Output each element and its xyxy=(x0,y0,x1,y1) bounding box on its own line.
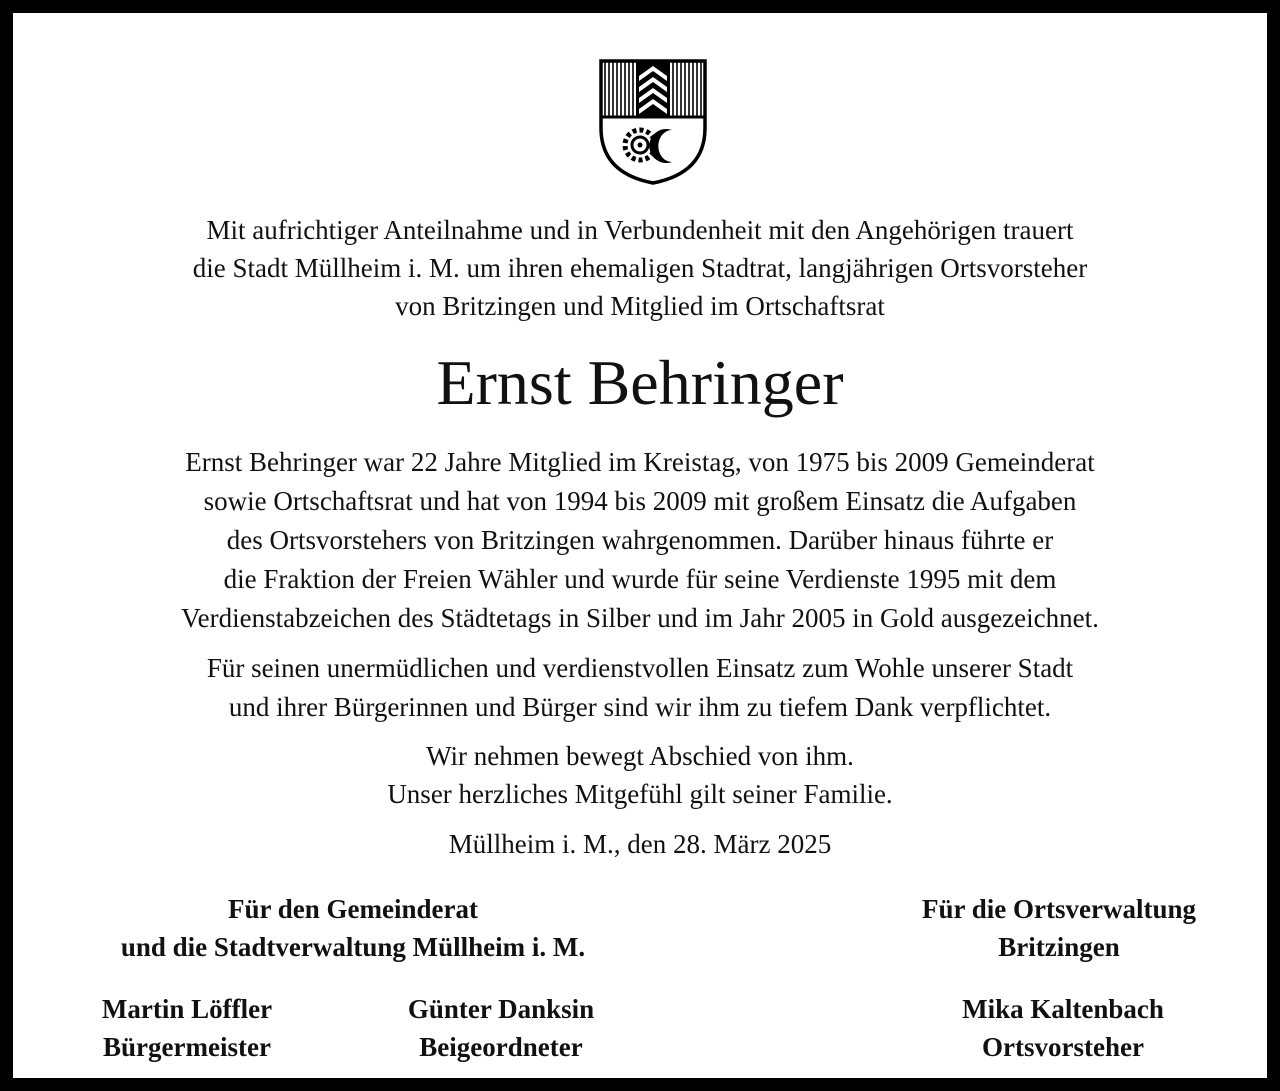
signatory-name: Günter Danksin xyxy=(407,994,595,1024)
signature-local-admin-line1: Für die Ortsverwaltung xyxy=(922,894,1196,924)
signatory-name: Martin Löffler xyxy=(101,994,273,1024)
intro-line: von Britzingen und Mitglied im Ortschaftsrat xyxy=(395,291,885,321)
intro-line: Mit aufrichtiger Anteilnahme und in Verbundenheit mit den Angehörigen trauert xyxy=(206,215,1074,245)
intro-line: die Stadt Müllheim i. M. um ihren ehemaligen Stadtrat, langjährigen Ortsvorsteher xyxy=(192,253,1088,283)
signatory-title: Ortsvorsteher xyxy=(982,1032,1144,1062)
signature-local-admin xyxy=(873,890,1245,966)
deceased-name: Ernst Behringer xyxy=(436,347,844,418)
dateline: Müllheim i. M., den 28. März 2025 xyxy=(448,829,832,859)
thanks-line: und ihrer Bürgerinnen und Bürger sind wir ihm zu tiefem Dank verpflichtet. xyxy=(228,692,1052,722)
bio-line: die Fraktion der Freien Wähler und wurde für seine Verdienste 1995 mit dem xyxy=(223,564,1057,594)
bio-line: sowie Ortschaftsrat und hat von 1994 bis 2009 mit großem Einsatz die Aufgaben xyxy=(203,486,1077,516)
farewell-line: Unser herzliches Mitgefühl gilt seiner Familie. xyxy=(387,779,893,809)
signature-local-chief xyxy=(913,990,1213,1066)
signature-council xyxy=(53,890,653,966)
thanks-line: Für seinen unermüdlichen und verdienstvollen Einsatz zum Wohle unserer Stadt xyxy=(206,653,1074,683)
signature-local-admin-line2: Britzingen xyxy=(998,932,1120,962)
bio-line: Verdienstabzeichen des Städtetags in Silber und im Jahr 2005 in Gold ausgezeichnet. xyxy=(181,603,1099,633)
signatory-name: Mika Kaltenbach xyxy=(962,994,1164,1024)
intro-paragraph xyxy=(13,211,1267,325)
signature-council-line2: und die Stadtverwaltung Müllheim i. M. xyxy=(120,932,586,962)
thanks-paragraph xyxy=(13,649,1267,727)
bio-line: des Ortsvorstehers von Britzingen wahrgenommen. Darüber hinaus führte er xyxy=(226,525,1054,555)
bio-line: Ernst Behringer war 22 Jahre Mitglied im Kreistag, von 1975 bis 2009 Gemeinderat xyxy=(185,447,1095,477)
signature-mayor xyxy=(53,990,321,1066)
coat-of-arms-icon xyxy=(598,58,708,186)
biography-paragraph xyxy=(13,443,1267,638)
farewell-paragraph xyxy=(13,737,1267,813)
signatory-title: Bürgermeister xyxy=(103,1032,271,1062)
farewell-line: Wir nehmen bewegt Abschied von ihm. xyxy=(426,741,854,771)
signature-deputy xyxy=(353,990,649,1066)
signatory-title: Beigeordneter xyxy=(419,1032,583,1062)
signature-council-line1: Für den Gemeinderat xyxy=(228,894,478,924)
